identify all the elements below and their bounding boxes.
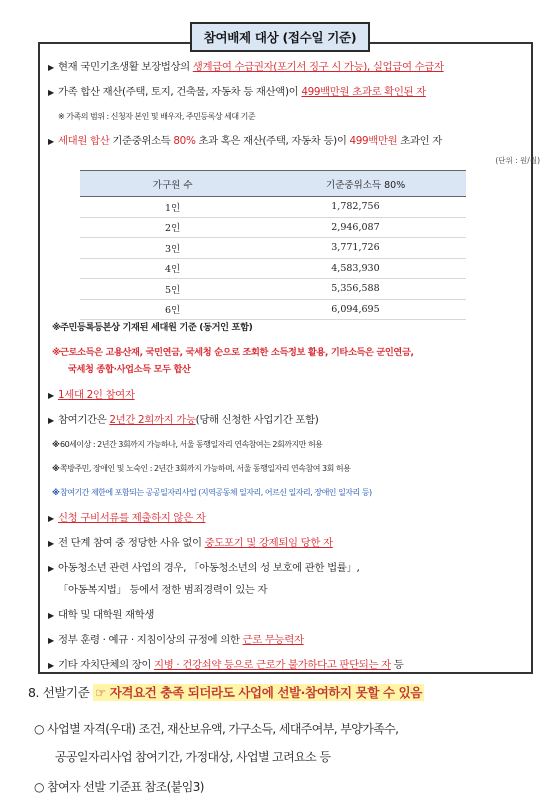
income-table	[80, 170, 466, 320]
bullet-triangle-icon: ▶	[48, 611, 54, 620]
family-range-note: ※ 가족의 범위 : 신청자 본인 및 배우자, 주민등록상 세대 기준	[58, 112, 256, 121]
bullet-triangle-icon: ▶	[48, 63, 54, 72]
list-item-cont: 「아동복지법」 등에서 정한 범죄경력이 있는 자	[58, 584, 268, 596]
job-program-note: ※참여기간 제한에 포함되는 공공일자리사업 (지역공동체 일자리, 어르신 일자리, 장애인 일자리 등)	[52, 488, 372, 497]
criteria-item-cont: 공공일자리사업 참여기간, 가정대상, 사업별 고려요소 등	[55, 750, 331, 764]
list-item: ▶ 현재 국민기초생활 보장법상의 생계급여 수급권자(포기서 징구 시 가능), 실업급여 수급자	[44, 60, 444, 75]
list-item: ▶ 대학 및 대학원 재학생	[44, 608, 154, 623]
list-item: ▶ 전 단계 참여 중 정당한 사유 없이 중도포기 및 강제퇴임 당한 자	[44, 536, 333, 551]
table-row: 4인 4,583,930	[80, 258, 466, 279]
income-note-cont: 국세청 종합·사업소득 모두 합산	[68, 364, 191, 375]
list-item: ▶ 정부 훈령 · 예규 · 지침이상의 규정에 의한 근로 무능력자	[44, 633, 304, 648]
table-header-row	[80, 171, 466, 197]
bullet-triangle-icon: ▶	[48, 514, 54, 523]
list-item: ▶ 세대원 합산 기준중위소득 80% 초과 혹은 재산(주택, 자동차 등)이 499백만원 초과인 자	[44, 134, 442, 149]
list-item: ▶ 신청 구비서류를 제출하지 않은 자	[44, 511, 205, 526]
household-note: ※주민등록등본상 기재된 세대원 기준 (동거인 포함)	[52, 322, 253, 333]
table-row: 2인 2,946,087	[80, 217, 466, 238]
table-row: 6인 6,094,695	[80, 299, 466, 320]
income-note: ※근로소득은 고용산재, 국민연금, 국세청 순으로 조회한 소득정보 활용, 기타소득은 군인연금,	[52, 347, 414, 358]
list-item: ▶ 참여기간은 2년간 2회까지 가능(당해 신청한 사업기간 포함)	[44, 413, 318, 428]
bullet-triangle-icon: ▶	[48, 88, 54, 97]
table-unit: (단위 : 원/월)	[495, 156, 540, 165]
bullet-triangle-icon: ▶	[48, 416, 54, 425]
table-row: 3인 3,771,726	[80, 238, 466, 259]
selection-criteria-heading: 8. 선발기준 ☞ 자격요건 충족 되더라도 사업에 선발·참여하지 못할 수 있음	[28, 685, 422, 700]
page-title: 참여배제 대상 (접수일 기준)	[190, 22, 371, 52]
column-header: 기준중위소득 80%	[265, 171, 466, 197]
table-row: 5인 5,356,588	[80, 279, 466, 300]
criteria-item: ○ 사업별 자격(우대) 조건, 재산보유액, 가구소득, 세대주여부, 부양가족수,	[34, 722, 399, 736]
bullet-triangle-icon: ▶	[48, 564, 54, 573]
bullet-triangle-icon: ▶	[48, 539, 54, 548]
list-item: ▶ 기타 자치단체의 장이 지병 · 건강쇠약 등으로 근로가 불가하다고 판단되는 자 등	[44, 658, 403, 673]
bullet-triangle-icon: ▶	[48, 661, 54, 670]
age-note: ※60세이상 : 2년간 3회까지 가능하나, 서울 동행일자리 연속참여는 2회까지만 허용	[52, 440, 323, 449]
table-row: 1인 1,782,756	[80, 197, 466, 218]
list-item: ▶ 1세대 2인 참여자	[44, 388, 135, 403]
bullet-triangle-icon: ▶	[48, 391, 54, 400]
title-wrap	[0, 22, 560, 52]
selection-warning: ☞ 자격요건 충족 되더라도 사업에 선발·참여하지 못할 수 있음	[94, 685, 422, 700]
bullet-triangle-icon: ▶	[48, 137, 54, 146]
criteria-item: ○ 참여자 선발 기준표 참조(붙임3)	[34, 780, 204, 794]
shelter-note: ※쪽방주민, 장애인 및 노숙인 : 2년간 3회까지 가능하며, 서울 동행일자리 연속참여 3회 허용	[52, 464, 351, 473]
bullet-triangle-icon: ▶	[48, 636, 54, 645]
list-item: ▶ 아동청소년 관련 사업의 경우, 「아동청소년의 성 보호에 관한 법률」,	[44, 561, 359, 576]
column-header: 가구원 수	[80, 171, 265, 197]
list-item: ▶ 가족 합산 재산(주택, 토지, 건축물, 자동차 등 재산액)이 499백만원 초과로 확인된 자	[44, 85, 426, 100]
